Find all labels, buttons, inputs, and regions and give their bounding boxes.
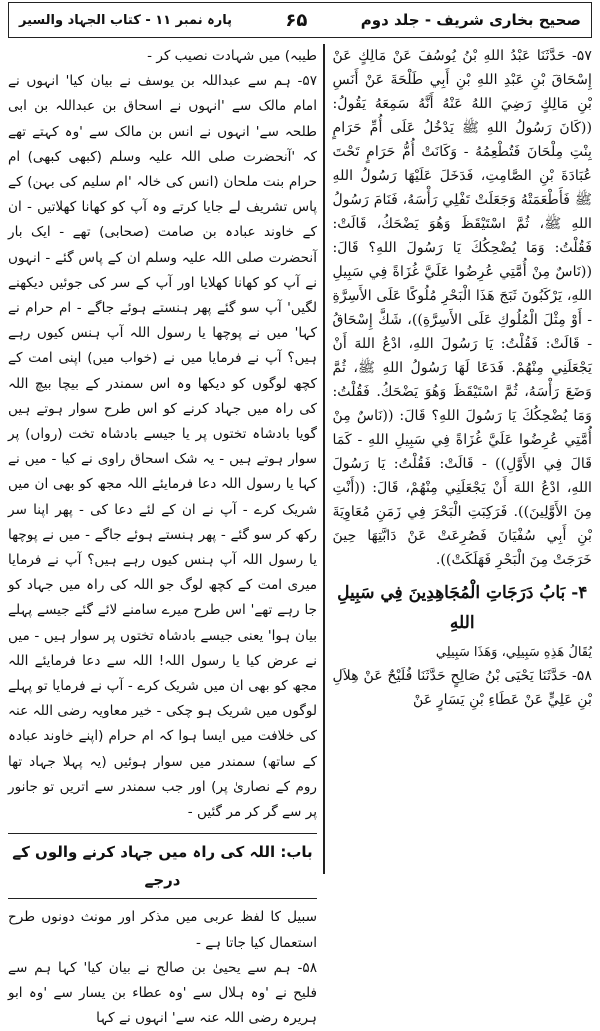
two-column-body [8,44,592,1027]
urdu-para-58: ۵۸- ہم سے یحییٰ بن صالح نے بیان کیا' کہا ہم سے فلیح نے 'وہ ہلال سے 'وہ عطاء بن یسار سے 'وہ ابو ہریرہ رضی اللہ عنہ سے' انہوں نے کہا [8,959,317,1027]
urdu-note: سبیل کا لفظ عربی میں مذکر اور مونث دونوں طرح استعمال کیا جاتا ہے - [8,909,317,951]
part-label: پارہ نمبر ۱۱ - کتاب الجہاد والسیر [19,12,233,28]
top-text: طیبہ) میں شہادت نصیب کر - [147,48,317,64]
arabic-chapter-note: يُقَالُ هَذِهِ سَبِيلِي، وَهَذَا سَبِيلِي [435,645,592,660]
arabic-text-column [325,44,593,874]
page-header [8,2,592,38]
arabic-hadith-58: ۵۸- حَدَّثَنَا يَحْيَى بْنُ صَالِحٍ حَدَّثَنَا فُلَيْحٌ عَنْ هِلاَلِ بْنِ عَلِيٍّ عَنْ عَطَاءِ بْنِ يَسَارٍ عَنْ [332,668,592,708]
urdu-chapter-heading: باب: اللہ کی راہ میں جہاد کرنے والوں کے درجے [8,833,317,899]
arabic-hadith-57: ۵۷- حَدَّثَنَا عَبْدُ اللهِ بْنُ يُوسُفَ عَنْ مَالِكٍ عَنْ إِسْحَاقَ بْنِ عَبْدِ اللهِ بْنِ أَبِي طَلْحَةَ عَنْ أَنَسِ بْنِ مَالِكٍ رَضِيَ اللهُ عَنْهُ أَنَّهُ سَمِعَهُ يَقُولُ: ((كَانَ رَسُولُ اللهِ ﷺ يَدْخُلُ عَلَى أُمِّ حَرَامٍ بِنْتِ مِلْحَانَ فَتُطْعِمُهُ - وَكَانَتْ أُمُّ حَرَامٍ تَحْتَ عُبَادَةَ بْنِ الصَّامِتِ، فَدَخَلَ عَلَيْهَا رَسُولُ اللهِ ﷺ فَأَطْعَمَتْهُ وَجَعَلَتْ تَفْلِي رَأْسَهُ، فَنَامَ رَسُولُ اللهِ ﷺ، ثُمَّ اسْتَيْقَظَ وَهُوَ يَضْحَكُ، قَالَتْ: فَقُلْتُ: وَمَا يُضْحِكُكَ يَا رَسُولَ اللهِ؟ قَالَ: ((نَاسٌ مِنْ أُمَّتِي عُرِضُوا عَلَيَّ غُزَاةً فِي سَبِيلِ اللهِ، يَرْكَبُونَ ثَبَجَ هَذَا الْبَحْرِ مُلُوكًا عَلَى الأَسِرَّةِ - أَوْ مِثْلَ الْمُلُوكِ عَلَى الأَسِرَّةِ))، شَكَّ إِسْحَاقُ - قَالَتْ: فَقُلْتُ: يَا رَسُولَ اللهِ، ادْعُ اللهَ أَنْ يَجْعَلَنِي مِنْهُمْ. فَدَعَا لَهَا رَسُولُ اللهِ ﷺ، ثُمَّ وَضَعَ رَأْسَهُ، ثُمَّ اسْتَيْقَظَ وَهُوَ يَضْحَكُ. فَقُلْتُ: وَمَا يُضْحِكُكَ يَا رَسُولَ اللهِ؟ قَالَ: ((نَاسٌ مِنْ أُمَّتِي عُرِضُوا عَلَيَّ غُزَاةً فِي سَبِيلِ اللهِ - كَمَا قَالَ فِي الأَوَّلِ)) - قَالَتْ: فَقُلْتُ: يَا رَسُولَ اللهِ، ادْعُ اللهَ أَنْ يَجْعَلَنِي مِنْهُمْ، قَالَ: ((أَنْتِ مِنَ الأَوَّلِينَ)). فَرَكِبَتِ الْبَحْرَ فِي زَمَنِ مُعَاوِيَةَ بْنِ أَبِي سُفْيَانَ فَصُرِعَتْ عَنْ دَابَّتِهَا حِينَ خَرَجَتْ مِنَ الْبَحْرِ فَهَلَكَتْ)). [332,48,592,568]
urdu-para-57: ۵۷- ہم سے عبداللہ بن یوسف نے بیان کیا' انہوں نے امام مالک سے 'انہوں نے اسحاق بن عبداللہ بن ابی طلحہ سے' انہوں نے انس بن مالک سے 'وہ کہتے تھے کہ 'آنحضرت صلی اللہ علیہ وسلم (کبھی کبھی) ام حرام بنت ملحان (انس کی خالہ 'ام سلیم کی بہن) کے پاس تشریف لے جایا کرتے وہ آپ کو کھانا کھلاتیں - ان کے خاوند عبادہ بن صامت (صحابی) تھے - ایک بار آنحضرت صلی اللہ علیہ وسلم ان کے پاس گئے - انہوں نے آپ کو کھانا کھلایا اور آپ کے سر کی جوئیں دیکھنے لگیں' آپ سو گئے پھر ہنستے ہوئے جاگے - ام حرام نے کہا' میں نے پوچھا یا رسول اللہ آپ ہنس کیوں رہے ہیں؟ آپ نے فرمایا میں نے (خواب میں) اپنی امت کے کچھ لوگوں کو دیکھا وہ اس سمندر کے بیچا بیچ اللہ کی راہ میں جہاد کرنے کو اس طرح سوار ہوتے ہیں گویا بادشاہ تختوں پر یا جیسے بادشاہ تخت (رواں) پر سوار ہوتے ہیں - یہ شک اسحاق راوی نے کیا - میں نے کہا یا رسول اللہ دعا فرمایئے اللہ مجھ کو بھی ان میں شریک کرے - آپ نے ان کے لئے دعا کی - پھر اپنا سر رکھ کر سو گئے - پھر ہنستے ہوئے جاگے - میں نے پوچھا یا رسول اللہ آپ ہنس کیوں رہے ہیں؟ آپ نے فرمایا میری امت کے کچھ لوگ جو اللہ کی راہ میں جہاد کو جا رہے تھے' اس طرح میرے سامنے لائے گئے جیسے پہلے بیان ہوا' یعنی جیسے بادشاہ تختوں پر سوار ہیں - میں نے عرض کیا یا رسول اللہ! اللہ سے دعا فرمایئے اللہ مجھ کو بھی ان میں شریک کرے - آپ نے فرمایا تو پہلے لوگوں میں شریک ہو چکی - خیر معاویہ رضی اللہ عنہ کی خلافت میں ایسا ہوا کہ ام حرام (اپنے خاوند عبادہ کے ساتھ) سمندر میں سوار ہوئیں (یہ پہلا جہاد تھا روم کے نصاریٰ پر) اور جب سمندر سے اتریں تو جانور پر سے گر کر مر گئیں - [8,73,317,821]
page-number: ۶۵ [285,9,308,31]
urdu-translation-column [8,44,323,1027]
arabic-chapter-heading: ۴- بَابُ دَرَجَاتِ الْمُجَاهِدِينَ فِي سَبِيلِ اللهِ [337,583,588,633]
book-title: صحیح بخاری شریف - جلد دوم [360,11,581,29]
